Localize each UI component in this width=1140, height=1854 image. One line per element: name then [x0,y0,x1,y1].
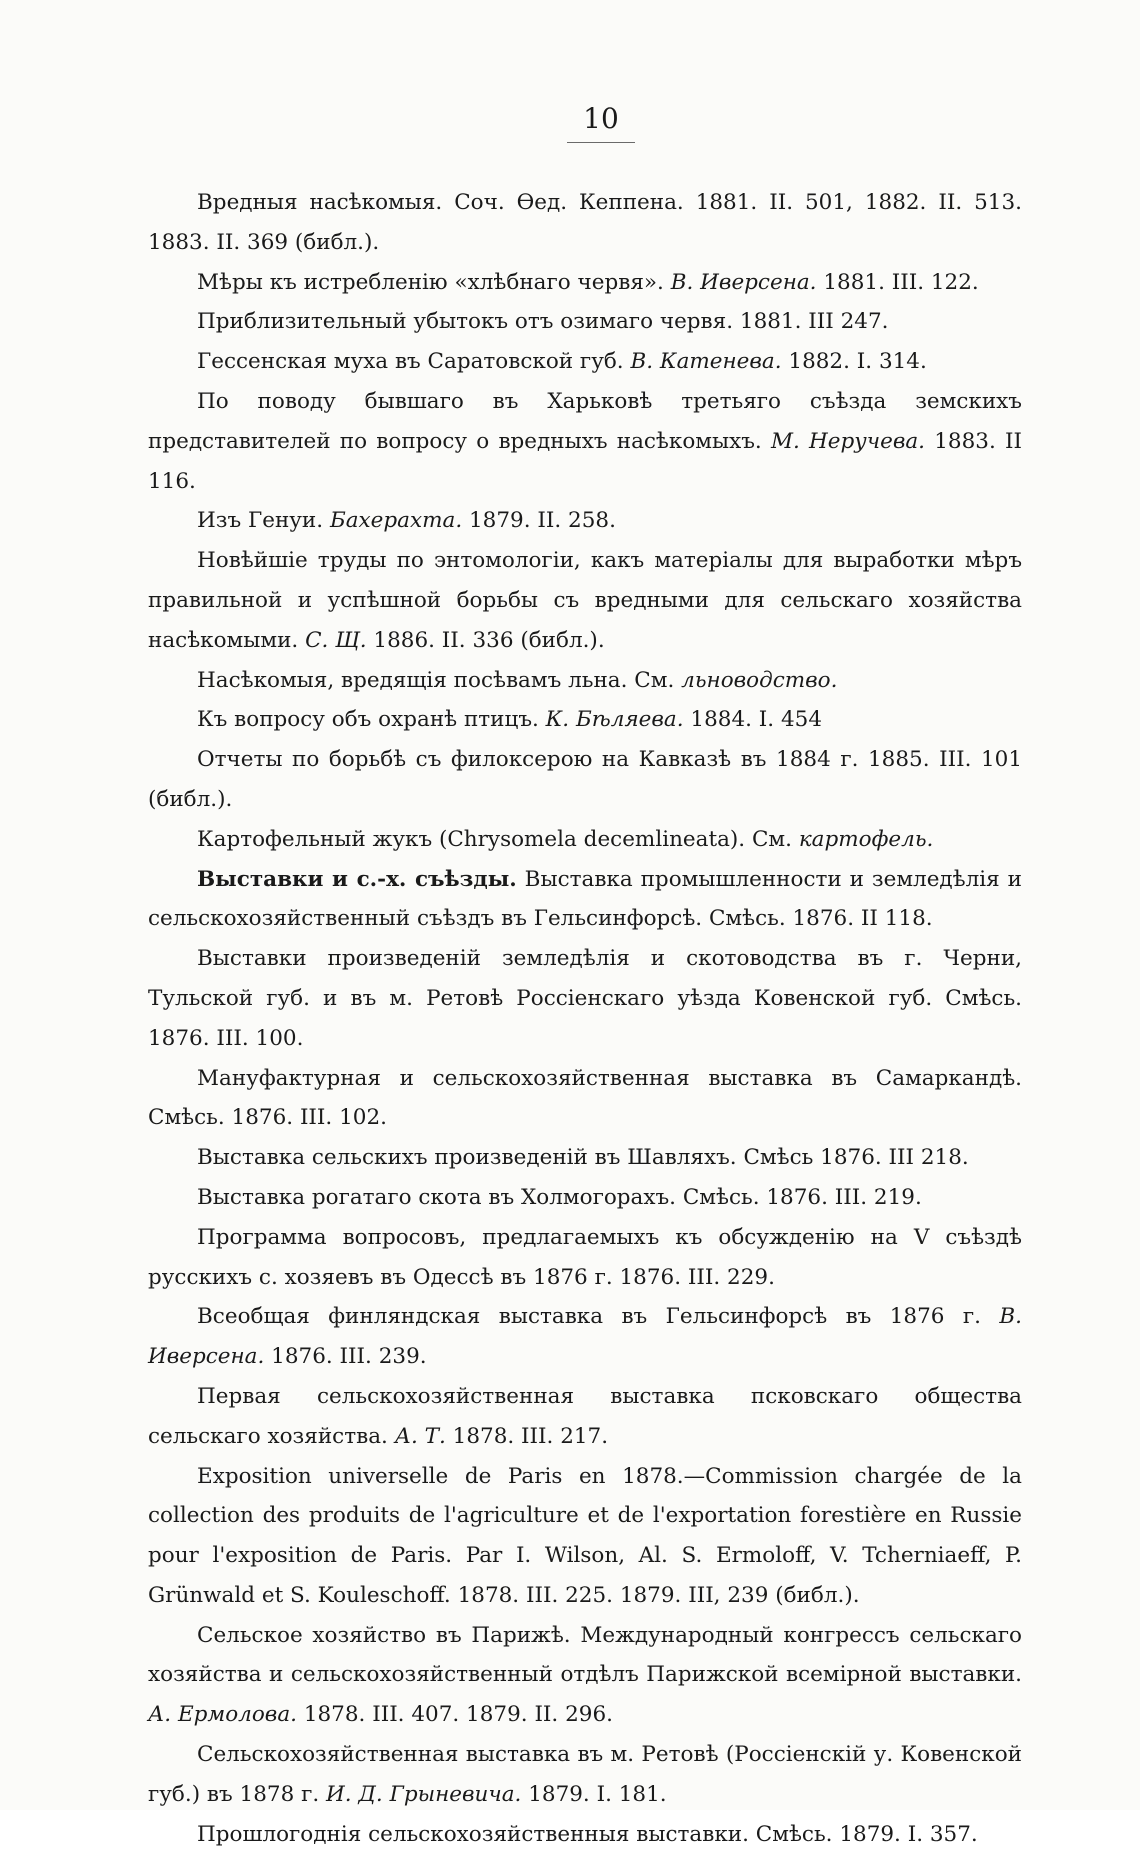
entry-text: Къ вопросу объ охранѣ птицъ. [197,707,546,733]
entry-text: Вредныя насѣкомыя. Соч. Ѳед. Кеппена. 1881. II. 501, 1882. II. 513. 1883. II. 369 (библ.). [148,190,1022,255]
bibliography-entry [148,382,1022,501]
entry-text: Сельскохозяйственная выставка въ м. Ретовѣ (Россіенскій у. Ковенской губ.) въ 1878 г. [148,1742,1022,1807]
entry-text: Отчеты по борьбѣ съ филоксерою на Кавказѣ въ 1884 г. 1885. III. 101 (библ.). [148,747,1022,812]
entry-citation: 1883. II 116. [148,428,1022,494]
entry-text: Насѣкомыя, вредящія посѣвамъ льна. См. [197,667,682,693]
entry-text: Картофельный жукъ (Chrysomela decemlineata). См. [197,826,799,852]
entry-author: К. Бѣляева. [545,707,684,733]
entry-text: Гессенская муха въ Саратовской губ. [197,349,631,375]
entry-author: А. Т. [394,1423,446,1449]
entry-text: Сельское хозяйство въ Парижѣ. Международный конгрессъ сельскаго хозяйства и сельскохозяйственный отдѣлъ Парижской всемірной выставки. [148,1622,1022,1688]
entry-citation: Выставка промышленности и земледѣлія и сельскохозяйственный съѣздъ въ Гельсинфорсѣ. Смѣсь. 1876. II 118. [148,866,1022,932]
entry-citation: 1879. I. 181. [521,1781,667,1807]
entry-author: М. Неручева. [770,428,926,454]
bibliography-entry [148,541,1022,660]
bibliography-entry [148,1457,1022,1616]
entry-text: Exposition universelle de Paris en 1878.—Commission chargée de la collection des produits de l'agriculture et de l'exportation forestière en Russie pour l'exposition de Paris. Par I. Wilson, Al. S. Ermoloff, V. Tcherniaeff, P. Grünwald et S. Kouleschoff. 1878. III. 225. 1879. III, 239 (библ.). [148,1463,1022,1608]
entry-citation: 1884. I. 454 [683,707,822,733]
bibliography-entry [148,860,1022,940]
entry-citation: 1882. I. 314. [781,349,927,375]
entry-text: Мѣры къ истребленію «хлѣбнаго червя». [197,269,671,295]
page-number: 10 [148,102,1022,143]
bibliography-entry [148,1218,1022,1298]
entry-author: льноводство. [681,667,838,693]
entry-author: картофель. [798,826,934,852]
bibliography-list [148,183,1022,1854]
entry-author: В. Иверсена. [670,269,817,295]
bibliography-entry [148,1377,1022,1457]
entry-author: А. Ермолова. [148,1702,297,1728]
entry-text: Выставка рогатаго скота въ Холмогорахъ. Смѣсь. 1876. III. 219. [197,1184,922,1210]
entry-citation: 1881. III. 122. [816,269,979,295]
bibliography-entry [148,939,1022,1058]
bibliography-entry [148,1138,1022,1178]
bibliography-entry [148,700,1022,740]
entry-text: Выставка сельскихъ произведеній въ Шавляхъ. Смѣсь 1876. III 218. [197,1145,969,1171]
entry-citation: 1886. II. 336 (библ.). [366,627,605,653]
bibliography-entry [148,501,1022,541]
entry-text: Приблизительный убытокъ отъ озимаго червя. 1881. III 247. [197,309,889,335]
entry-citation: 1876. III. 239. [264,1344,427,1370]
entry-author: С. Щ. [305,627,367,653]
entry-text: Первая сельскохозяйственная выставка псковскаго общества сельскаго хозяйства. [148,1383,1022,1449]
entry-citation: 1878. III. 407. 1879. II. 296. [296,1702,613,1728]
bibliography-entry [148,740,1022,820]
entry-text: По поводу бывшаго въ Харьковѣ третьяго съѣзда земскихъ представителей по вопросу о вредныхъ насѣкомыхъ. [148,388,1022,454]
entry-text: Изъ Генуи. [197,508,330,534]
entry-author: В. Иверсена. [148,1304,1022,1370]
bibliography-entry [148,1178,1022,1218]
bibliography-entry [148,661,1022,701]
entry-citation: 1878. III. 217. [445,1423,609,1449]
entry-text: Прошлогоднія сельскохозяйственныя выставки. Смѣсь. 1879. I. 357. [197,1821,978,1847]
bibliography-entry [148,1815,1022,1854]
bibliography-entry [148,1735,1022,1815]
entry-author: В. Катенева. [630,349,782,375]
entry-text: Мануфактурная и сельскохозяйственная выставка въ Самаркандѣ. Смѣсь. 1876. III. 102. [148,1065,1022,1131]
entry-author: Бахерахта. [329,508,463,534]
entry-text: Новѣйшіе труды по энтомологіи, какъ матеріалы для выработки мѣръ правильной и успѣшной борьбы съ вредными для сельскаго хозяйства насѣкомыми. [148,548,1022,653]
bibliography-entry [148,183,1022,263]
bibliography-entry [148,302,1022,342]
entry-text: Всеобщая финляндская выставка въ Гельсинфорсѣ въ 1876 г. [197,1304,1000,1330]
bibliography-entry [148,1297,1022,1377]
bibliography-entry [148,820,1022,860]
entry-author: И. Д. Грыневича. [326,1781,522,1807]
entry-heading: Выставки и с.-х. съѣзды. [197,866,517,892]
bibliography-entry [148,342,1022,382]
entry-text: Программа вопросовъ, предлагаемыхъ къ обсужденію на V съѣздѣ русскихъ с. хозяевъ въ Одессѣ въ 1876 г. 1876. III. 229. [148,1224,1022,1290]
bibliography-entry [148,263,1022,303]
bibliography-entry [148,1059,1022,1139]
bibliography-entry [148,1616,1022,1735]
entry-text: Выставки произведеній земледѣлія и скотоводства въ г. Черни, Тульской губ. и въ м. Ретовѣ Россіенскаго уѣзда Ковенской губ. Смѣсь. 1876. III. 100. [148,946,1022,1051]
entry-citation: 1879. II. 258. [462,508,616,534]
